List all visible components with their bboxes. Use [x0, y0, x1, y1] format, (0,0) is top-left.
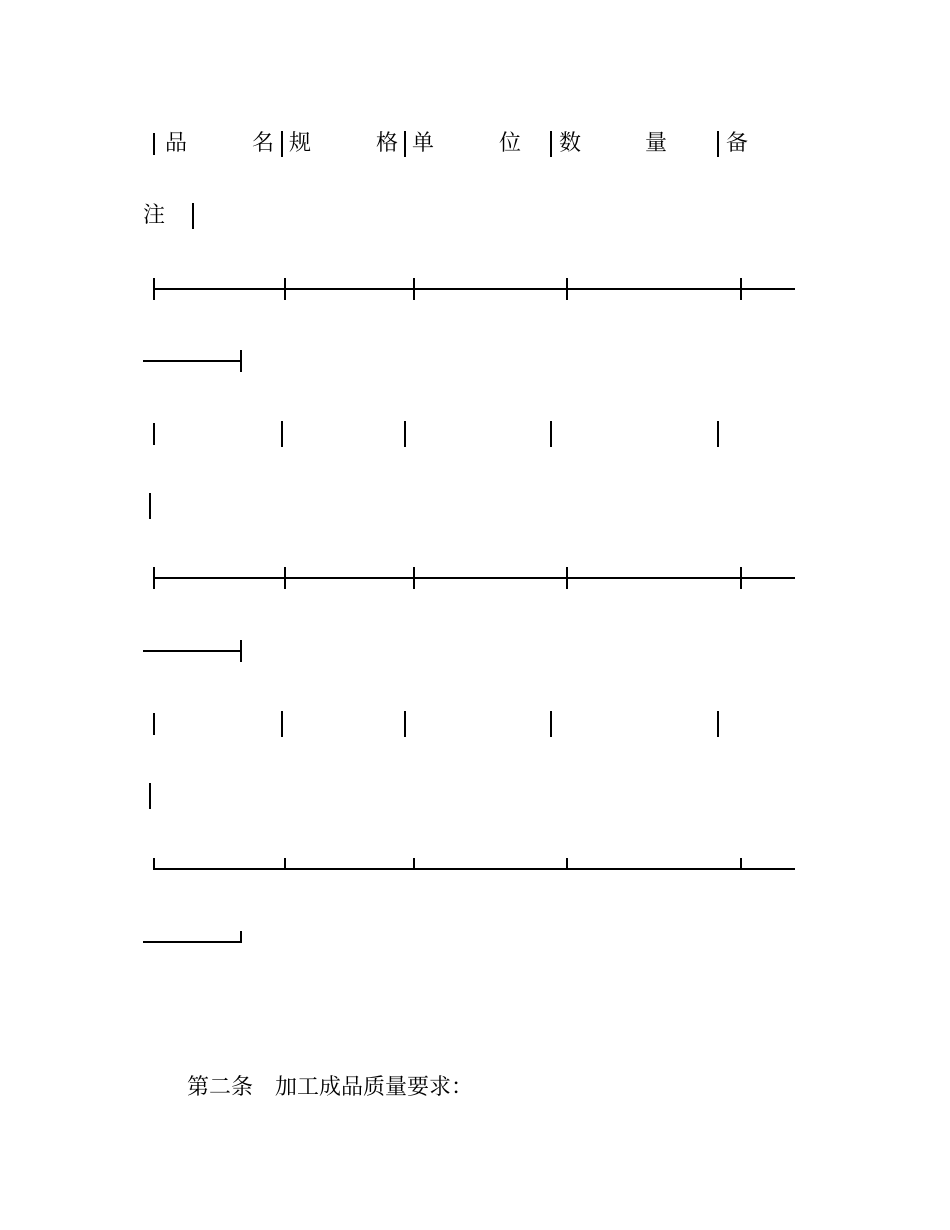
- table-border: [566, 567, 568, 589]
- table-border: [550, 711, 552, 737]
- table-border: [153, 567, 155, 589]
- table-rule: [153, 868, 795, 870]
- table-border: [413, 858, 415, 870]
- column-header-remark-2: 注: [143, 203, 166, 228]
- table-border: [240, 640, 242, 662]
- table-border: [153, 133, 155, 155]
- table-rule: [153, 288, 795, 290]
- column-header-remark-1: 备: [726, 131, 749, 156]
- table-border: [717, 421, 719, 447]
- article-number: 第二条: [187, 1075, 254, 1100]
- column-header-qty-1: 数: [559, 131, 582, 156]
- table-rule: [143, 650, 242, 652]
- table-border: [566, 858, 568, 870]
- table-border: [192, 203, 194, 229]
- table-border: [153, 423, 155, 445]
- column-header-name-2: 名: [252, 131, 275, 156]
- column-header-unit-2: 位: [499, 131, 522, 156]
- table-border: [566, 278, 568, 300]
- table-rule: [143, 941, 242, 943]
- table-border: [281, 131, 283, 157]
- table-border: [284, 567, 286, 589]
- table-border: [281, 711, 283, 737]
- table-border: [717, 131, 719, 157]
- table-border: [240, 931, 242, 943]
- table-border: [149, 493, 151, 519]
- column-header-unit-1: 单: [412, 131, 435, 156]
- column-header-spec-1: 规: [289, 131, 312, 156]
- table-border: [413, 278, 415, 300]
- table-border: [717, 711, 719, 737]
- table-border: [240, 350, 242, 372]
- table-border: [404, 131, 406, 157]
- column-header-spec-2: 格: [376, 131, 399, 156]
- table-border: [404, 421, 406, 447]
- table-border: [149, 783, 151, 809]
- column-header-qty-2: 量: [645, 131, 668, 156]
- table-border: [413, 567, 415, 589]
- table-border: [404, 711, 406, 737]
- table-border: [550, 131, 552, 157]
- table-border: [153, 713, 155, 735]
- column-header-name-1: 品: [165, 131, 188, 156]
- article-heading: [187, 1074, 473, 1102]
- table-border: [284, 858, 286, 870]
- table-rule: [153, 577, 795, 579]
- table-border: [550, 421, 552, 447]
- table-border: [740, 278, 742, 300]
- table-border: [153, 278, 155, 300]
- article-text: 加工成品质量要求：: [275, 1075, 474, 1100]
- table-border: [740, 858, 742, 870]
- table-border: [284, 278, 286, 300]
- table-border: [153, 858, 155, 870]
- table-border: [281, 421, 283, 447]
- table-border: [740, 567, 742, 589]
- table-rule: [143, 360, 242, 362]
